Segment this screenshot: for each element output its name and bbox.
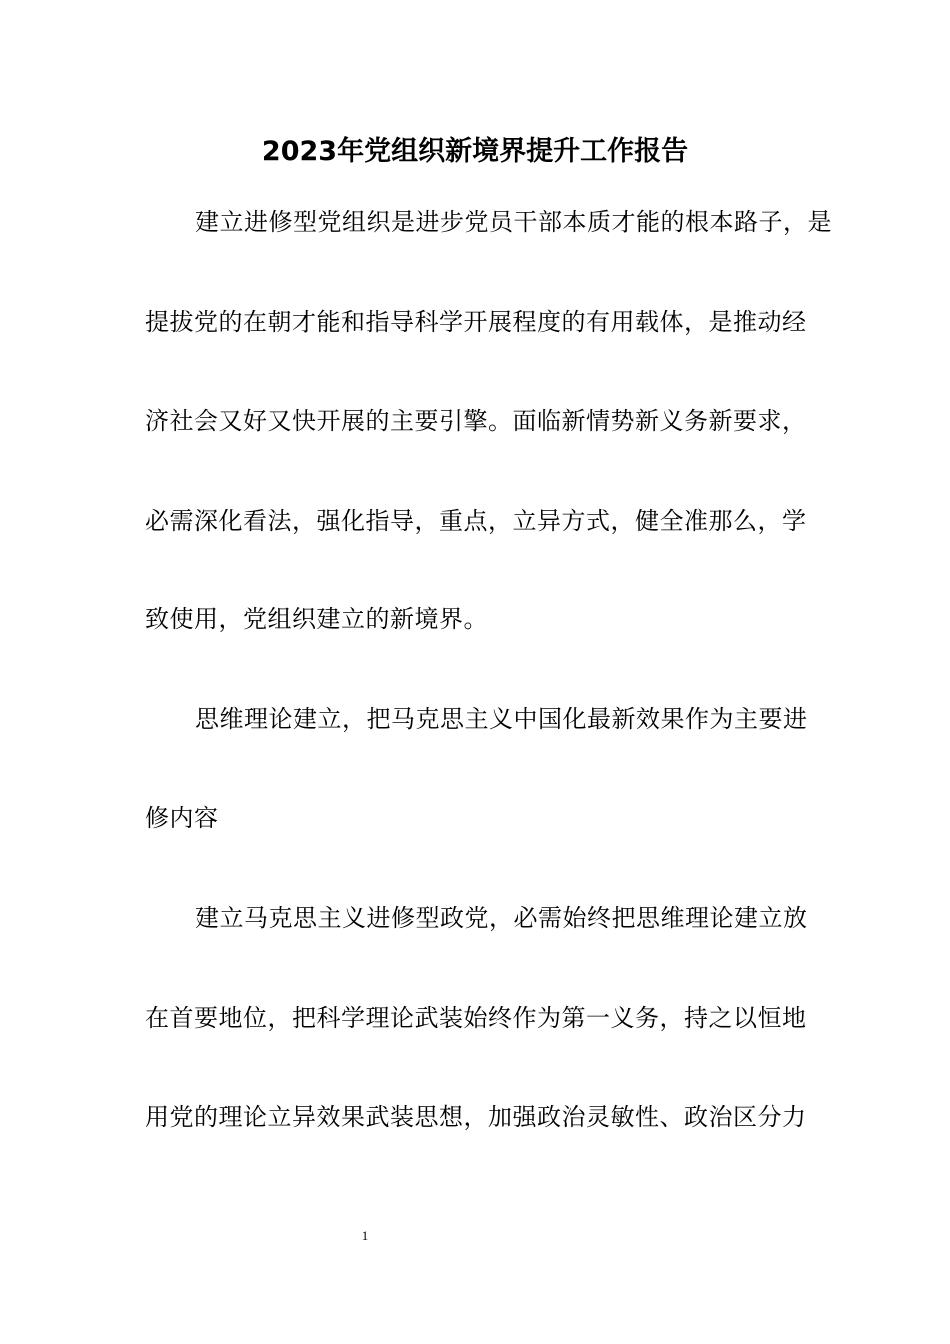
paragraph-3-line-2: 在首要地位，把科学理论武装始终作为第一义务，持之以恒地 bbox=[145, 1004, 807, 1032]
document-title: 2023年党组织新境界提升工作报告 bbox=[261, 136, 689, 167]
paragraph-1-line-3: 济社会又好又快开展的主要引擎。面临新情势新义务新要求， bbox=[145, 407, 807, 435]
paragraph-2-line-2: 修内容 bbox=[145, 804, 219, 832]
paragraph-3-line-3: 用党的理论立异效果武装思想，加强政治灵敏性、政治区分力 bbox=[145, 1103, 807, 1131]
paragraph-2-line-1: 思维理论建立，把马克思主义中国化最新效果作为主要进 bbox=[195, 705, 808, 733]
paragraph-3-line-1: 建立马克思主义进修型政党，必需始终把思维理论建立放 bbox=[195, 904, 808, 932]
paragraph-1-line-1: 建立进修型党组织是进步党员干部本质才能的根本路子，是 bbox=[195, 208, 832, 236]
paragraph-1-line-5: 致使用，党组织建立的新境界。 bbox=[145, 605, 488, 633]
paragraph-1-line-2: 提拔党的在朝才能和指导科学开展程度的有用载体，是推动经 bbox=[145, 308, 807, 336]
paragraph-1-line-4: 必需深化看法，强化指导，重点，立异方式，健全准那么，学 bbox=[145, 507, 807, 535]
page-number: 1 bbox=[361, 1228, 369, 1243]
